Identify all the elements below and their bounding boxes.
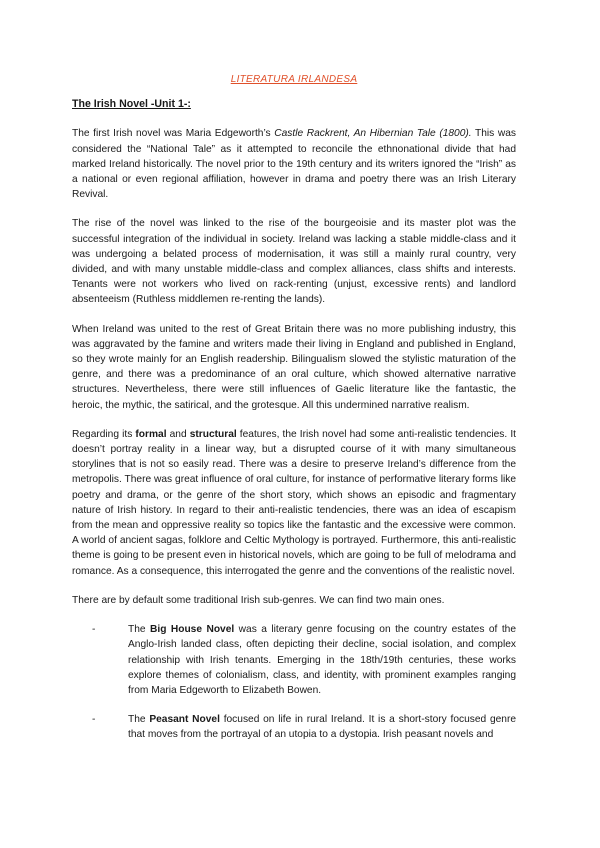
list-bullet: -	[92, 624, 96, 636]
bold-term-formal: formal	[135, 428, 167, 440]
bold-term-structural: structural	[189, 428, 237, 440]
paragraph-first-irish-novel: The first Irish novel was Maria Edgeworth’s Castle Rackrent, An Hibernian Tale (1800). This was considered the “National Tale” as it attempted to reconcile the ethnonational divide that had marked Ireland historically. The novel prior to the 19th century and its writers ignored the “Irish” as a national or even regional affiliation, however in drama and poetry there was an Irish Literary Revival.	[72, 128, 516, 201]
genre-name: Big House Novel	[150, 624, 235, 636]
paragraph-rise-of-novel: The rise of the novel was linked to the rise of the bourgeoisie and its master plot was the successful integration of the individual in society. Ireland was lacking a stable middle-class and it was undergoing a belated process of modernisation, it was still a mainly rural country, very divided, and with many unstable middle-class and complex alliances, class shifts and interests. Tenants were not workers who lived on rack-renting (unjust, excessive rents) and landlord absenteeism (Ruthless middlemen re-renting the lands).	[72, 218, 516, 306]
list-item: - The Big House Novel was a literary genre focusing on the country estates of the Anglo-Irish landed class, often depicting their decline, social isolation, and complex relationship with Irish tenants. Emerging in the 18th/19th centuries, these works explore themes of colonialism, class, and identity, with prominent examples ranging from Maria Edgeworth to Elizabeth Bowen.	[92, 624, 516, 696]
list-item: - The Peasant Novel focused on life in rural Ireland. It is a short-story focused genre that moves from the portrayal of an utopia to a dystopia. Irish peasant novels and	[92, 714, 516, 741]
subgenre-list	[72, 622, 516, 742]
paragraph-formal-features: Regarding its formal and structural features, the Irish novel had some anti-realistic tendencies. It doesn’t portray reality in a linear way, but a disrupted course of it with many simultaneous storylines that is not so easily read. There was a desire to preserve Ireland’s difference from the metropolis. There was great influence of oral culture, for instance of performative literary forms like poetry and drama, or the genre of the short story, which shows an episodic and fragmentary nature of Irish history. In regard to their anti-realistic tendencies, there was an idea of escapism from the mean and oppressive reality so topics like the fantastic and the excessive were common. A world of ancient sagas, folklore and Celtic Mythology is portrayed. Furthermore, this anti-realistic theme is going to be present even in historical novels, which are going to be full of melodrama and romance. As a consequence, this interrogated the genre and the conventions of the realistic novel.	[72, 428, 516, 577]
list-bullet: -	[92, 714, 96, 726]
book-title-italic: Castle Rackrent, An Hibernian Tale (1800).	[274, 128, 472, 140]
paragraph-subgenres-intro: There are by default some traditional Irish sub-genres. We can find two main ones.	[72, 594, 445, 606]
section-heading: The Irish Novel -Unit 1-:	[72, 98, 191, 111]
document-title: LITERATURA IRLANDESA	[230, 74, 358, 85]
paragraph-publishing-industry: When Ireland was united to the rest of Great Britain there was no more publishing industry, this was aggravated by the famine and writers made their living in England and published in England, so they wrote mainly for an English readership. Bilingualism slowed the stylistic maturation of the genre, and there was a predominance of an oral culture, which showed alternative narrative structures. Nevertheless, there were still influences of Gaelic literature like the fantastic, the heroic, the mythic, the satirical, and the grotesque. All this undermined narrative realism.	[72, 323, 516, 411]
genre-name: Peasant Novel	[149, 714, 220, 726]
